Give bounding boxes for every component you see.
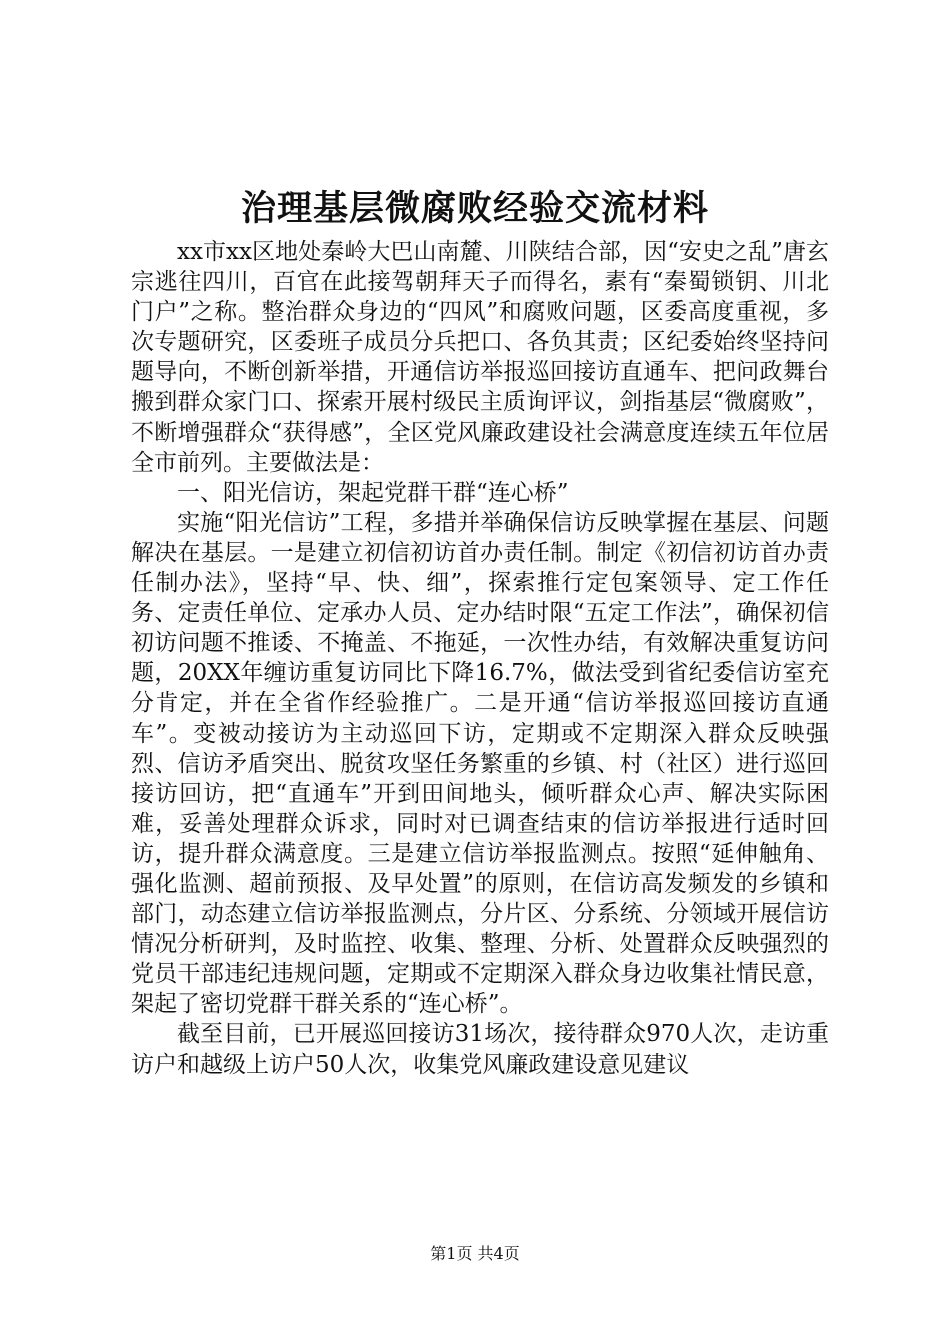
document-title: 治理基层微腐败经验交流材料 — [240, 188, 709, 229]
section-heading: 一、阳光信访，架起党群干群“连心桥” — [177, 479, 569, 506]
paragraph-measures: 实施“阳光信访”工程，多措并举确保信访反映掌握在基层、问题解决在基层。一是建立初信初访首办责任制。制定《初信初访首办责任制办法》，坚持“早、快、细”，探索推行定包案领导、定工作任务、定责任单位、定承办人员、定办结时限“五定工作法”，确保初信初访问题不推诿、不掩盖、不拖延，一次性办结，有效解决重复访问题，20XX年缠访重复访同比下降16.7%，做法受到省纪委信访室充分肯定，并在全省作经验推广。二是开通“信访举报巡回接访直通车”。变被动接访为主动巡回下访，定期或不定期深入群众反映强烈、信访矛盾突出、脱贫攻坚任务繁重的乡镇、村（社区）进行巡回接访回访，把“直通车”开到田间地头，倾听群众心声、解决实际困难，妥善处理群众诉求，同时对已调查结束的信访举报进行适时回访，提升群众满意度。三是建立信访举报监测点。按照“延伸触角、强化监测、超前预报、及早处置”的原则，在信访高发频发的乡镇和部门，动态建立信访举报监测点，分片区、分系统、分领域开展信访情况分析研判，及时监控、收集、整理、分析、处置群众反映强烈的党员干部违纪违规问题，定期或不定期深入群众身边收集社情民意，架起了密切党群干群关系的“连心桥”。 — [131, 509, 829, 1018]
paragraph-results: 截至目前，已开展巡回接访31场次，接待群众970人次，走访重访户和越级上访户50人次，收集党风廉政建设意见建议 — [131, 1021, 829, 1078]
page-footer: 第1页 共4页 — [430, 1244, 520, 1263]
document-body — [131, 237, 829, 1080]
paragraph-intro: xx市xx区地处秦岭大巴山南麓、川陕结合部，因“安史之乱”唐玄宗逃往四川，百官在此接驾朝拜天子而得名，素有“秦蜀锁钥、川北门户”之称。整治群众身边的“四风”和腐败问题，区委高度重视，多次专题研究，区委班子成员分兵把口、各负其责；区纪委始终坚持问题导向，不断创新举措，开通信访举报巡回接访直通车、把问政舞台搬到群众家门口、探索开展村级民主质询评议，剑指基层“微腐败”，不断增强群众“获得感”，全区党风廉政建设社会满意度连续五年位居全市前列。主要做法是： — [131, 239, 829, 476]
